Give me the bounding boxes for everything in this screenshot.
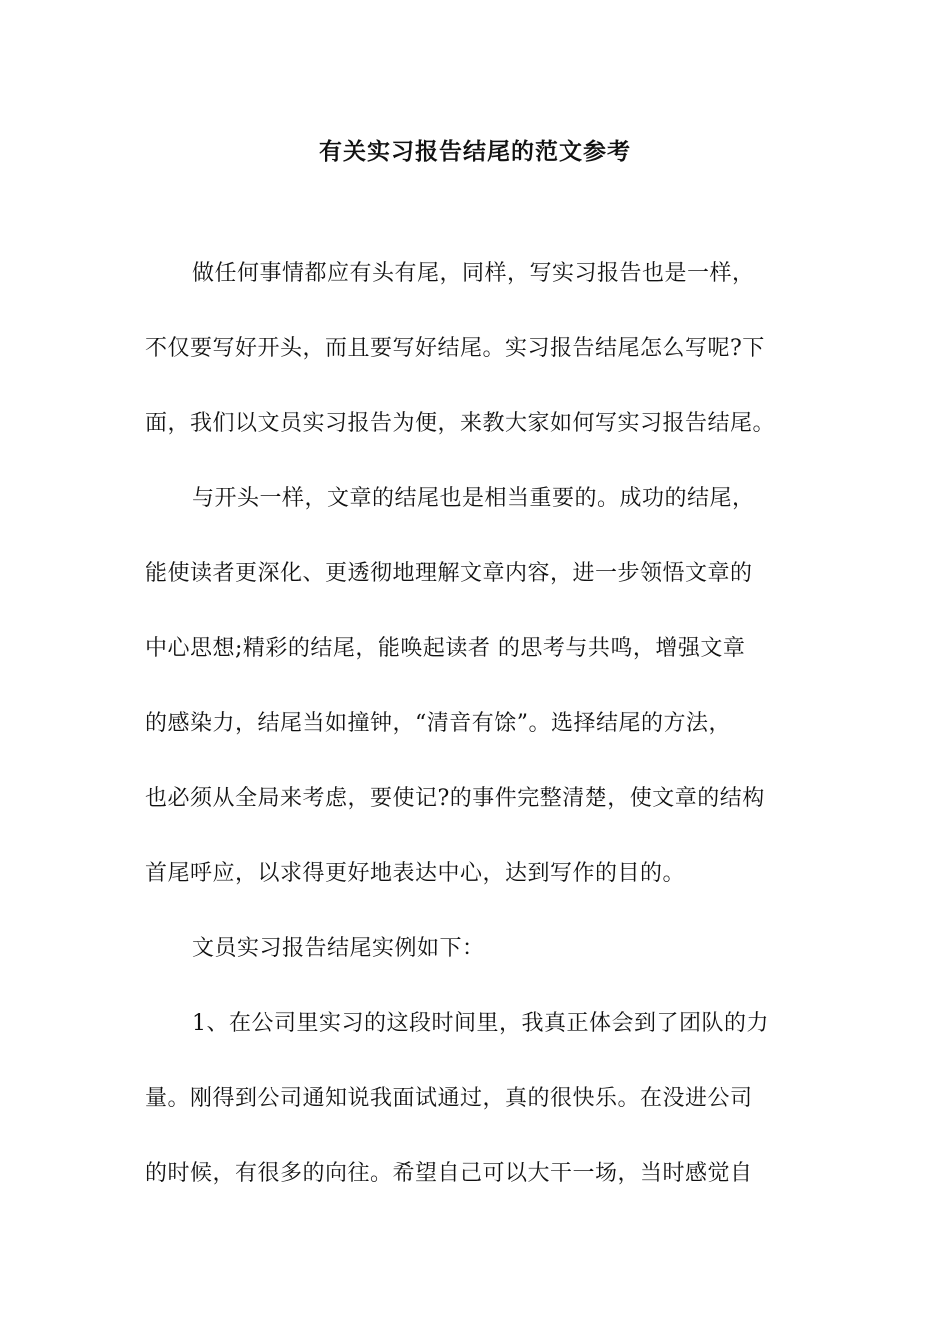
paragraph-line: 的感染力，结尾当如撞钟，“清音有馀”。选择结尾的方法，	[145, 711, 731, 736]
paragraph-line: 的时候，有很多的向往。希望自己可以大干一场，当时感觉自	[145, 1161, 753, 1186]
paragraph-line: 做任何事情都应有头有尾，同样，写实习报告也是一样，	[192, 261, 755, 286]
paragraph-line: 也必须从全局来考虑，要使记?的事件完整清楚，使文章的结构	[145, 786, 765, 811]
paragraph-line: 面，我们以文员实习报告为便，来教大家如何写实习报告结尾。	[145, 411, 776, 436]
paragraph-line: 1、在公司里实习的这段时间里，我真正体会到了团队的力	[192, 1011, 769, 1036]
paragraph-line: 与开头一样，文章的结尾也是相当重要的。成功的结尾，	[192, 486, 755, 511]
paragraph-line: 中心思想;精彩的结尾，能唤起读者 的思考与共鸣，增强文章	[145, 636, 746, 661]
paragraph-line: 首尾呼应，以求得更好地表达中心，达到写作的目的。	[145, 861, 686, 886]
paragraph-line: 能使读者更深化、更透彻地理解文章内容，进一步领悟文章的	[145, 561, 753, 586]
document-title: 有关实习报告结尾的范文参考	[319, 138, 631, 165]
paragraph-line: 文员实习报告结尾实例如下：	[192, 936, 485, 961]
paragraph-line: 不仅要写好开头，而且要写好结尾。实习报告结尾怎么写呢?下	[145, 336, 765, 361]
paragraph-line: 量。刚得到公司通知说我面试通过，真的很快乐。在没进公司	[145, 1086, 753, 1111]
